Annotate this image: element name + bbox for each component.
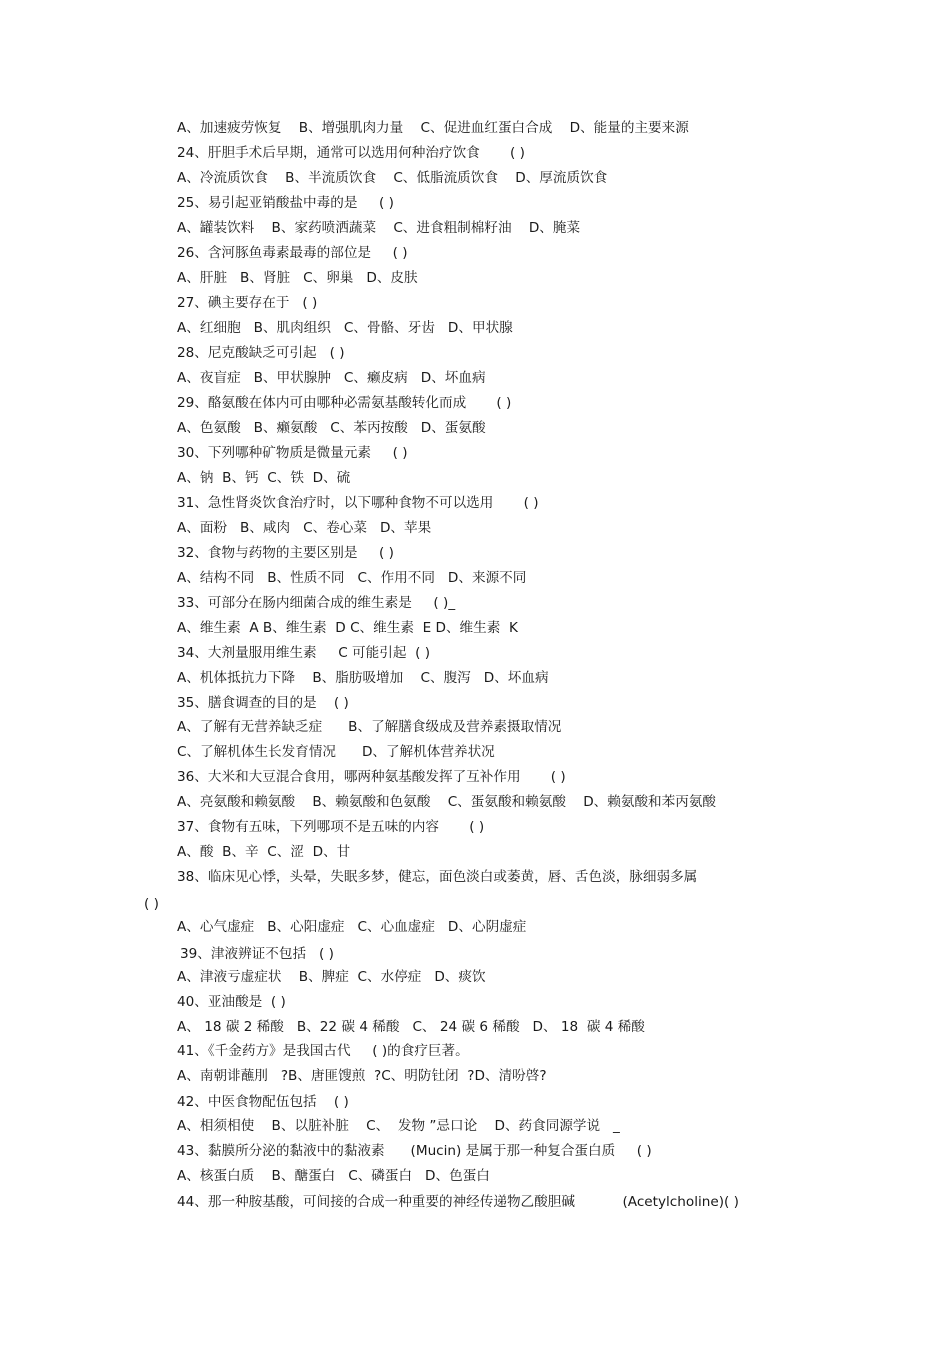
option-line: A、红细胞 B、肌肉组织 C、骨骼、牙齿 D、甲状腺 [177,320,513,336]
option-line: A、结构不同 B、性质不同 C、作用不同 D、来源不同 [177,570,527,586]
option-line: A、南朝诽蘸刖 ?B、唐匪馊煎 ?C、明防钍闭 ?D、清吩啓? [177,1068,547,1084]
option-line: A、核蛋白质 B、醣蛋白 C、磷蛋白 D、色蛋白 [177,1168,490,1184]
question-34: 34、大剂量服用维生素 C 可能引起 ( ) [177,645,431,661]
option-line: A、相须相使 B、以脏补脏 C、 发物 ”忌口论 D、药食同源学说 _ [177,1118,620,1134]
question-23-24: 24、肝胆手术后早期，通常可以选用何种治疗饮食 ( ) [177,145,525,161]
option-line: A、亮氨酸和赖氨酸 B、赖氨酸和色氨酸 C、蛋氨酸和赖氨酸 D、赖氨酸和苯丙氨酸 [177,794,717,810]
question-43: 43、黏膜所分泌的黏液中的黏液素 (Mucin) 是属于那一种复合蛋白质 ( ) [177,1143,652,1159]
question-25: 25、易引起亚销酸盐中毒的是 ( ) [177,195,394,211]
option-line: A、加速疲劳恢复 B、增强肌肉力量 C、促进血红蛋白合成 D、能量的主要来源 [177,120,689,136]
question-42: 42、中医食物配伍包括 ( ) [177,1094,349,1110]
question-27: 27、碘主要存在于 ( ) [177,295,318,311]
question-39: 39、津液辨证不包括 ( ) [180,946,334,962]
option-line: A、冷流质饮食 B、半流质饮食 C、低脂流质饮食 D、厚流质饮食 [177,170,608,186]
option-line: A、罐装饮料 B、家药喷洒蔬菜 C、进食粗制棉籽油 D、腌菜 [177,220,581,236]
question-29: 29、酪氨酸在体内可由哪种必需氨基酸转化而成 ( ) [177,395,512,411]
question-41: 41、《千金药方》是我国古代 ( )的食疗巨著。 [177,1043,469,1059]
question-36: 36、大米和大豆混合食用，哪两种氨基酸发挥了互补作用 ( ) [177,769,566,785]
option-line: A、心气虚症 B、心阳虚症 C、心血虚症 D、心阴虚症 [177,919,527,935]
option-line: C、了解机体生长发育情况 D、了解机体营养状况 [177,744,495,760]
question-33: 33、可部分在肠内细菌合成的维生素是 ( )_ [177,595,456,611]
option-line: A、钠 B、钙 C、铁 D、硫 [177,470,351,486]
question-30: 30、下列哪种矿物质是微量元素 ( ) [177,445,408,461]
question-26: 26、含河豚鱼毒素最毒的部位是 ( ) [177,245,408,261]
question-31: 31、急性肾炎饮食治疗时，以下哪种食物不可以选用 ( ) [177,495,539,511]
question-32: 32、食物与药物的主要区别是 ( ) [177,545,394,561]
question-44: 44、那一种胺基酸，可间接的合成一种重要的神经传递物乙酸胆碱 (Acetylcholine)( ) [177,1194,739,1210]
question-38: 38、临床见心悸，头晕，失眠多梦，健忘，面色淡白或萎黄，唇、舌色淡，脉细弱多属 [177,869,698,885]
option-line: A、酸 B、辛 C、涩 D、甘 [177,844,351,860]
option-line: A、肝脏 B、肾脏 C、卵巢 D、皮肤 [177,270,418,286]
question-38-paren: ( ) [144,896,159,912]
option-line: A、面粉 B、咸肉 C、卷心菜 D、苹果 [177,520,432,536]
option-line: A、色氨酸 B、癞氨酸 C、苯丙按酸 D、蛋氨酸 [177,420,486,436]
option-line: A、津液亏虚症状 B、脾症 C、水停症 D、痰饮 [177,969,486,985]
option-line: A、 18 碳 2 稀酸 B、22 碳 4 稀酸 C、 24 碳 6 稀酸 D、 18 碳 4 稀酸 [177,1019,645,1035]
question-28: 28、尼克酸缺乏可引起 ( ) [177,345,345,361]
question-40: 40、亚油酸是 ( ) [177,994,286,1010]
question-35: 35、膳食调查的目的是 ( ) [177,695,349,711]
option-line: A、夜盲症 B、甲状腺肿 C、癞皮病 D、坏血病 [177,370,486,386]
option-line: A、机体抵抗力下降 B、脂肪吸增加 C、腹泻 D、坏血病 [177,670,549,686]
option-line: A、维生素 A B、维生素 D C、维生素 E D、维生素 K [177,620,518,636]
option-line: A、了解有无营养缺乏症 B、了解膳食级成及营养素摄取情况 [177,719,562,735]
question-37: 37、食物有五味，下列哪项不是五味的内容 ( ) [177,819,485,835]
